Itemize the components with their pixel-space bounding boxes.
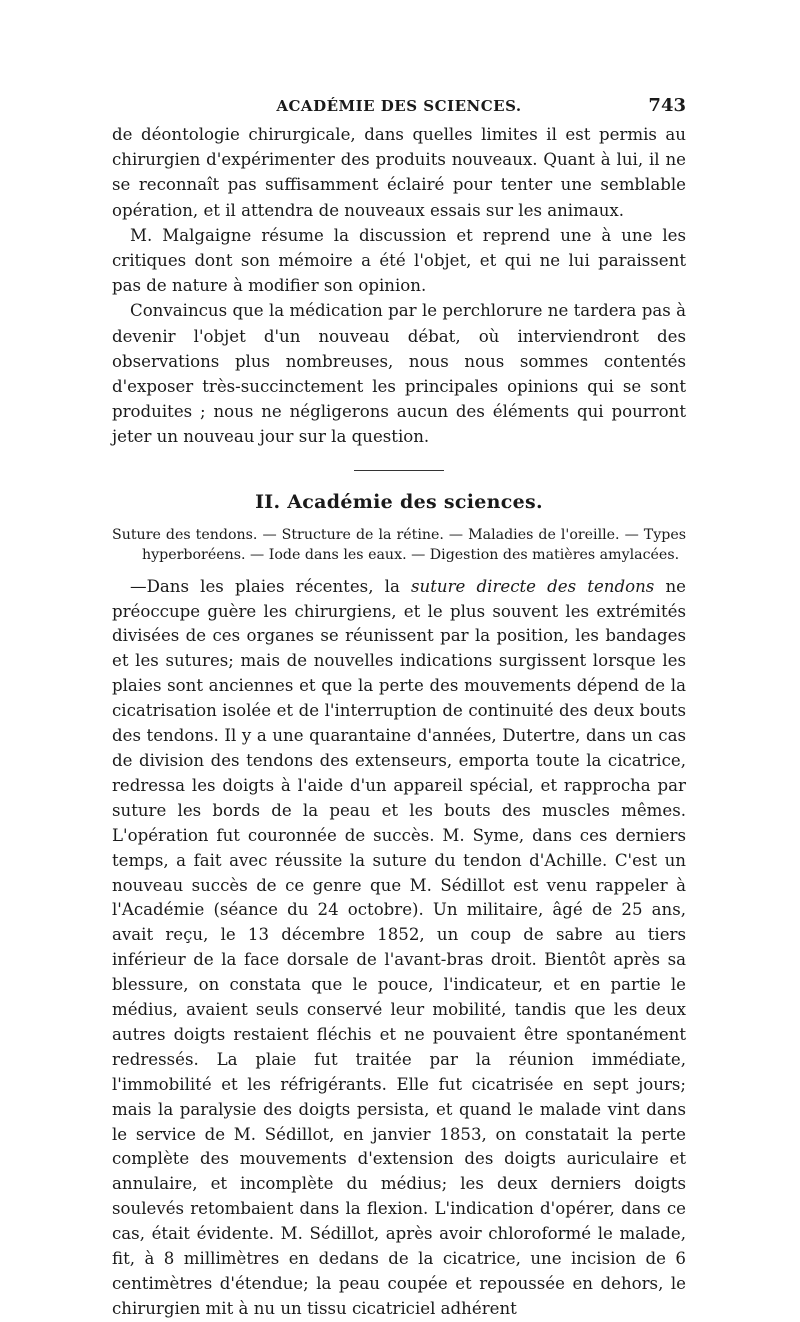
- paragraph-suture-rest: ne préoccupe guère les chirurgiens, et le plus souvent les extrémités divisées de ces organes se réunissent par la position, les bandages et les sutures; mais de nouvelles indications surgissent lorsque les plaies sont anciennes et que la perte des mouvements dépend de la cicatrisation isolée et de l'interruption de continuité des deux bouts des tendons. Il y a une quarantaine d'années, Dutertre, dans un cas de division des tendons des extenseurs, emporta toute la cicatrice, redressa les doigts à l'aide d'un appareil spécial, et rapprocha par suture les bords de la peau et les bouts des muscles mêmes. L'opération fut couronnée de succès. M. Syme, dans ces derniers temps, a fait avec réussite la suture du tendon d'Achille. C'est un nouveau succès de ce genre que M. Sédillot est venu rappeler à l'Académie (séance du 24 octobre). Un militaire, âgé de 25 ans, avait reçu, le 13 décembre 1852, un coup de sabre au tiers inférieur de la face dorsale de l'avant-bras droit. Bientôt après sa blessure, on constata que le pouce, l'indicateur, et en partie le médius, avaient seuls conservé leur mobilité, tandis que les deux autres doigts restaient fléchis et ne pouvaient être spontanément redressés. La plaie fut traitée par la réunion immédiate, l'immobilité et les réfrigérants. Elle fut cicatrisée en sept jours; mais la paralysie des doigts persista, et quand le malade vint dans le service de M. Sédillot, en janvier 1853, on constatait la perte complète des mouvements d'extension des doigts auriculaire et annulaire, et incomplète du médius; les deux derniers doigts soulevés retombaient dans la flexion. L'indication d'opérer, dans ce cas, était évidente. M. Sédillot, après avoir chloroformé le malade, fit, à 8 millimètres en dedans de la cicatrice, une incision de 6 centimètres d'étendue; la peau coupée et repoussée en dehors, le chirurgien mit à nu un tissu cicatriciel adhérent: [112, 576, 686, 1318]
- summary-line-1: Suture des tendons. — Structure de la rétine. — Maladies de l'oreille. — Types: [112, 526, 686, 543]
- book-page: [112, 90, 686, 1322]
- paragraph-malgaigne: M. Malgaigne résume la discussion et reprend une à une les critiques dont son mémoire a été l'objet, et qui ne lui paraissent pas de nature à modifier son opinion.: [112, 225, 686, 296]
- section-heading: II. Académie des sciences.: [255, 490, 543, 513]
- running-title: ACADÉMIE DES SCIENCES.: [276, 97, 522, 115]
- section-summary: [112, 525, 686, 565]
- running-head: [112, 90, 686, 122]
- page-number: 743: [648, 95, 686, 116]
- paragraph-suture-italic: suture directe des tendons: [411, 576, 655, 596]
- summary-line-2: hyperboréens. — Iode dans les eaux. — Digestion des matières amylacées.: [142, 546, 680, 563]
- section-divider: [354, 470, 444, 471]
- paragraph-conclusion: Convaincus que la médication par le perchlorure ne tardera pas à devenir l'objet d'un nouveau débat, où interviendront des observations plus nombreuses, nous nous sommes contentés d'exposer très-succinctement les principales opinions qui se sont produites ; nous ne négligerons aucun des éléments qui pourront jeter un nouveau jour sur la question.: [112, 301, 686, 447]
- paragraph-continuation: de déontologie chirurgicale, dans quelles limites il est permis au chirurgien d'expérimenter des produits nouveaux. Quant à lui, il ne se reconnaît pas suffisamment éclairé pour tenter une semblable opération, et il attendra de nouveaux essais sur les animaux.: [112, 125, 686, 220]
- paragraph-suture-lead: —Dans les plaies récentes, la: [130, 576, 412, 596]
- paragraph-suture: [112, 575, 686, 1322]
